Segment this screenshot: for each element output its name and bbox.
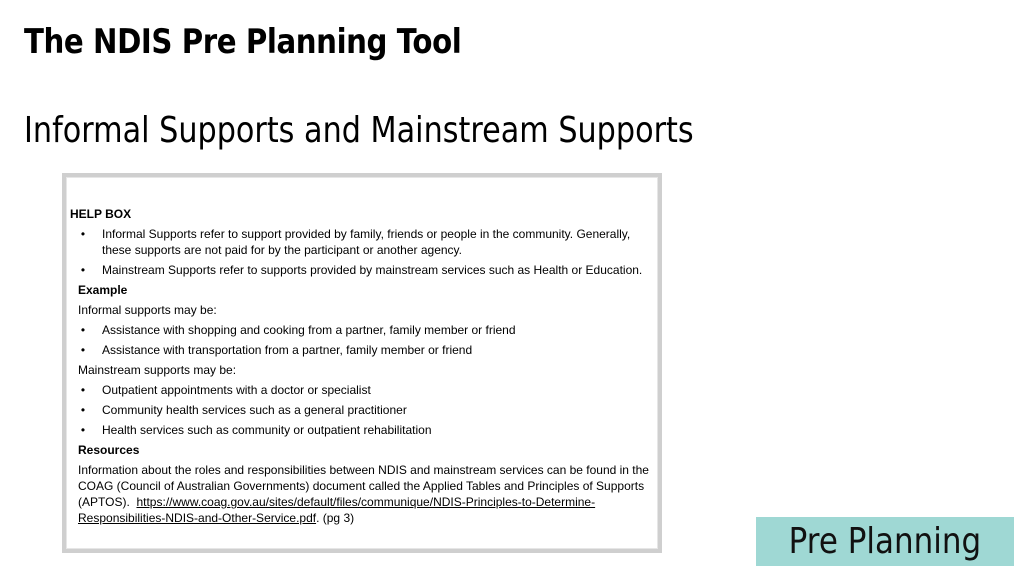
list-item: [74, 402, 650, 418]
list-item-text: Informal Supports refer to support provided by family, friends or people in the community. Generally, these supports are not paid for by the participant or another agency.: [102, 227, 631, 257]
bullet-icon: •: [80, 383, 86, 397]
bullet-icon: •: [80, 343, 86, 357]
resources-link[interactable]: https://www.coag.gov.au/sites/default/files/communique/NDIS-Principles-to-Determine-Responsibilities-NDIS-and-Other-Service.pdf: [78, 495, 596, 525]
bullet-icon: •: [80, 403, 86, 417]
list-item: [74, 322, 650, 338]
help-box-heading: HELP BOX: [70, 207, 132, 221]
bullet-icon: •: [80, 227, 86, 241]
informal-intro: Informal supports may be:: [78, 303, 217, 317]
resources-text: Information about the roles and responsibilities between NDIS and mainstream services can be found in the COAG (Council of Australian Governments) document called the Applied Tables and Principles of Supports (APTOS).: [78, 463, 649, 509]
list-item: [74, 422, 650, 438]
list-item-text: Health services such as community or outpatient rehabilitation: [102, 423, 432, 437]
section-badge: [756, 517, 1014, 566]
example-heading: Example: [78, 283, 128, 297]
list-item-text: Assistance with transportation from a partner, family member or friend: [102, 343, 473, 357]
list-item: [74, 262, 650, 278]
resources-paragraph: [74, 462, 650, 526]
list-item: [74, 342, 650, 358]
help-box: [62, 173, 662, 553]
bullet-icon: •: [80, 263, 86, 277]
page-title: The NDIS Pre Planning Tool: [24, 22, 462, 62]
resources-suffix: . (pg 3): [316, 511, 355, 525]
page-subtitle: Informal Supports and Mainstream Supports: [24, 110, 694, 151]
list-item-text: Assistance with shopping and cooking from a partner, family member or friend: [102, 323, 516, 337]
list-item-text: Community health services such as a general practitioner: [102, 403, 407, 417]
bullet-icon: •: [80, 423, 86, 437]
list-item: [74, 226, 650, 258]
help-box-content: [70, 206, 650, 526]
list-item-text: Mainstream Supports refer to supports provided by mainstream services such as Health or Education.: [102, 263, 643, 277]
mainstream-intro: Mainstream supports may be:: [78, 363, 237, 377]
bullet-icon: •: [80, 323, 86, 337]
resources-heading: Resources: [78, 443, 140, 457]
list-item-text: Outpatient appointments with a doctor or specialist: [102, 383, 371, 397]
list-item: [74, 382, 650, 398]
section-badge-label: Pre Planning: [788, 521, 982, 562]
